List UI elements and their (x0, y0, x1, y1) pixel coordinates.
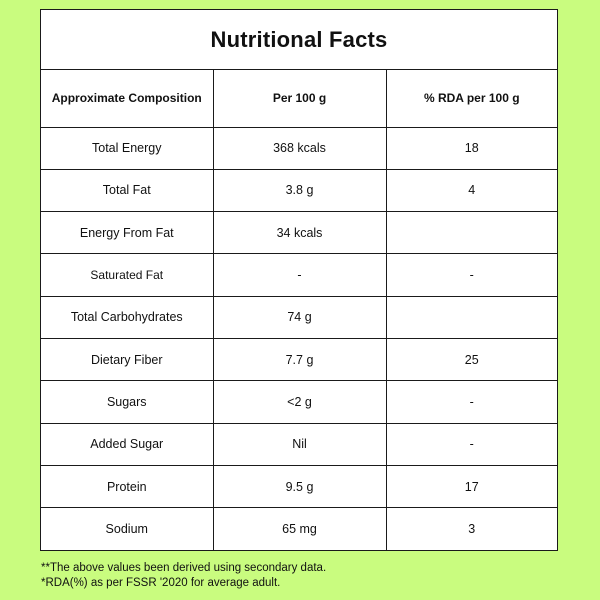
header-per-100g: Per 100 g (213, 70, 386, 127)
nutrient-rda: 18 (386, 127, 557, 169)
table-row (41, 338, 557, 380)
nutrient-name: Energy From Fat (41, 212, 213, 254)
nutrient-per-100g: 368 kcals (213, 127, 386, 169)
nutrient-name: Total Carbohydrates (41, 296, 213, 338)
table-row (41, 465, 557, 507)
table-row (41, 296, 557, 338)
footnote-secondary-data: **The above values been derived using secondary data. (41, 562, 327, 574)
nutrient-rda: 3 (468, 522, 476, 537)
nutrient-per-100g: <2 g (213, 381, 386, 423)
table-row (41, 508, 557, 550)
nutrient-rda (386, 296, 557, 338)
nutrient-per-100g: 7.7 g (213, 338, 386, 380)
table-row (41, 169, 557, 211)
table-row (41, 212, 557, 254)
nutrient-name: Total Energy (41, 127, 213, 169)
panel-title: Nutritional Facts (41, 10, 557, 70)
nutrient-name: Protein (41, 465, 213, 507)
table-row (41, 127, 557, 169)
nutrient-name: Dietary Fiber (41, 338, 213, 380)
table-row (41, 381, 557, 423)
nutrient-per-100g: 65 mg (213, 508, 386, 550)
header-rda: % RDA per 100 g (386, 70, 557, 127)
nutrition-table (41, 70, 557, 550)
nutrition-panel (40, 9, 558, 551)
nutrient-name: Sodium (41, 508, 213, 550)
nutrient-rda (386, 212, 557, 254)
nutrient-per-100g: 9.5 g (213, 465, 386, 507)
nutrient-rda: - (386, 423, 557, 465)
nutrient-rda: 17 (386, 465, 557, 507)
nutrient-per-100g: - (213, 254, 386, 296)
nutrient-per-100g: 34 kcals (213, 212, 386, 254)
nutrient-rda: - (386, 254, 557, 296)
nutrient-name: Sugars (41, 381, 213, 423)
nutrient-rda: 4 (386, 169, 557, 211)
nutrient-rda: 25 (386, 338, 557, 380)
nutrient-per-100g: 3.8 g (213, 169, 386, 211)
nutrient-name: Total Fat (41, 169, 213, 211)
nutrient-per-100g: 74 g (213, 296, 386, 338)
footnotes (41, 561, 326, 591)
nutrient-name: Added Sugar (41, 423, 213, 465)
header-composition: Approximate Composition (41, 70, 213, 127)
nutrient-per-100g: Nil (213, 423, 386, 465)
table-row (41, 423, 557, 465)
nutrient-name: Saturated Fat (41, 254, 213, 296)
footnote-rda-basis: *RDA(%) as per FSSR '2020 for average adult. (41, 577, 281, 589)
nutrient-rda: - (386, 381, 557, 423)
header-row (41, 70, 557, 127)
table-row (41, 254, 557, 296)
